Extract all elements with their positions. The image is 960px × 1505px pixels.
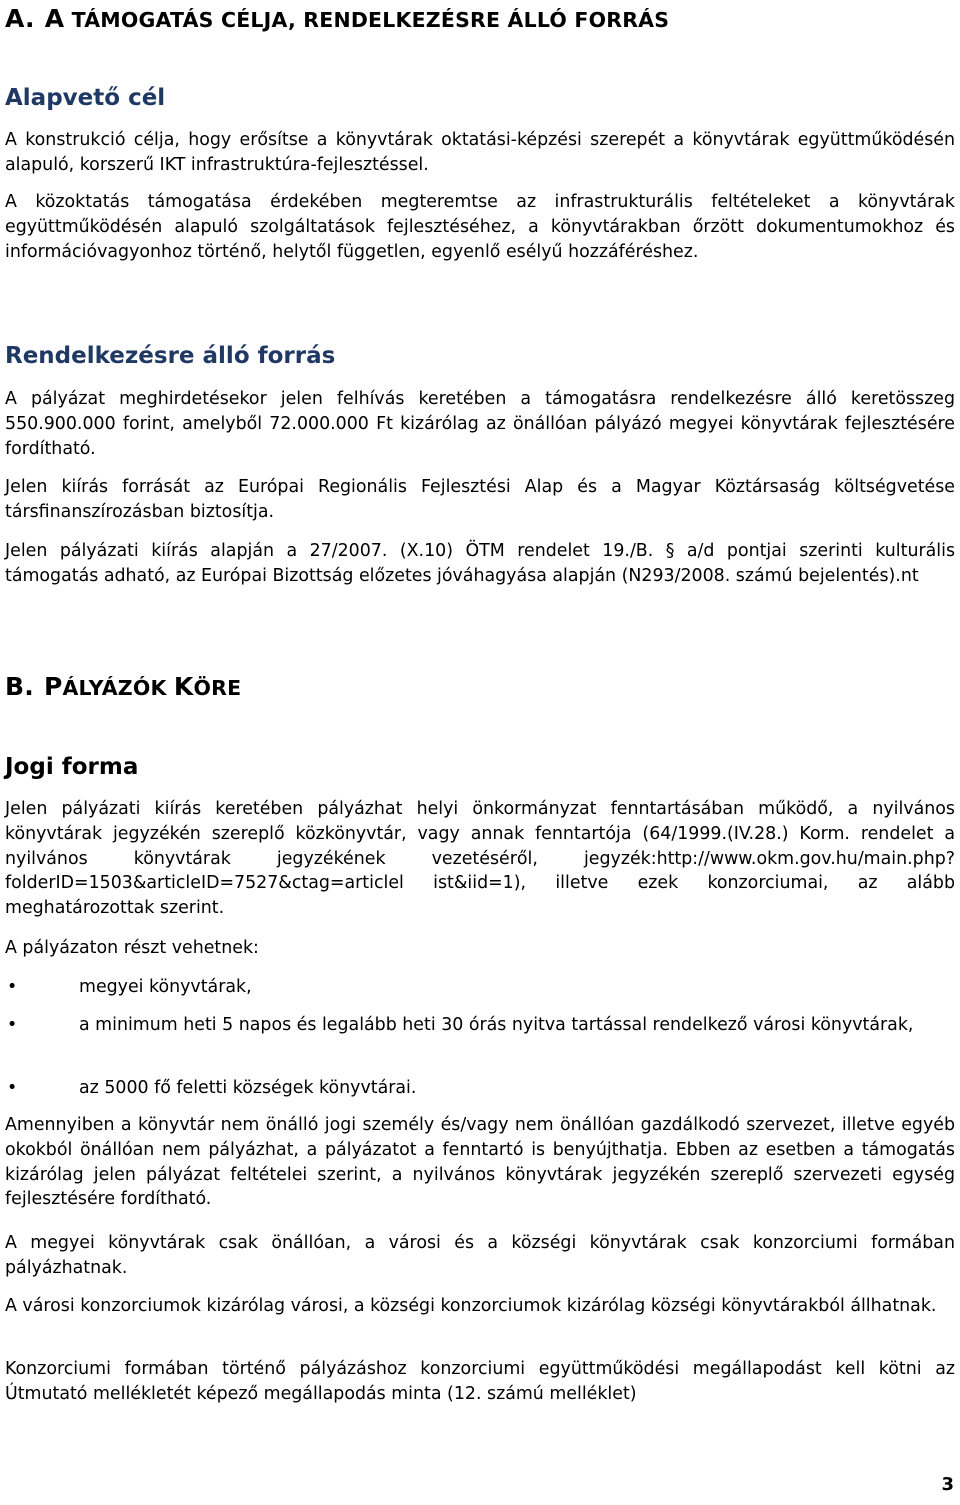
section-b-title: B. PÁLYÁZÓK KÖRE: [5, 672, 242, 701]
section-a-letter: A.: [5, 4, 35, 33]
list-item: • az 5000 fő feletti községek könyvtárai.: [5, 1076, 955, 1101]
heading-rendelkezesre-allo-forras: Rendelkezésre álló forrás: [5, 343, 336, 369]
section-b-letter: B.: [5, 672, 34, 701]
bullet-icon: •: [7, 1078, 18, 1098]
heading-jogi-forma: Jogi forma: [5, 754, 139, 780]
paragraph-konstrukcio-celja: A konstrukció célja, hogy erősítse a könyvtárak oktatási-képzési szerepét a könyvtárak együttműködésén alapuló, korszerű IKT infrastruktúra-fejlesztéssel.: [5, 130, 955, 175]
section-a-title-initial: A: [44, 4, 65, 33]
paragraph-jelen-palyazati-kiiras: Jelen pályázati kiírás keretében pályázhat helyi önkormányzat fenntartásában működő, a nyilvános könyvtárak jegyzékén szereplő közkönyvtár, vagy annak fenntartója (64/1999.(IV.28.) Korm. rendelet a nyilvános könyvtárak jegyzékének vezetéséről, jegyzék:http://www.okm.gov.hu/main.php?folderID=1503&articleID=7527&ctag=articlel ist&iid=1), illetve ezek konzorciumai, az alább meghatározottak szerint.: [5, 799, 955, 919]
list-item: • a minimum heti 5 napos és legalább heti 30 órás nyitva tartással rendelkező városi könyvtárak,: [5, 1013, 955, 1038]
paragraph-keretosszeg: A pályázat meghirdetésekor jelen felhívás keretében a támogatásra rendelkezésre álló keretösszeg 550.900.000 forint, amelyből 72.000.000 Ft kizárólag az önállóan pályázó megyei könyvtárak fejlesztésére fordítható.: [5, 389, 955, 459]
heading-alapveto-cel: Alapvető cél: [5, 85, 166, 111]
paragraph-kozoktatas: A közoktatás támogatása érdekében megteremtse az infrastrukturális feltételeket a könyvtárak együttműködésén alapuló szolgáltatások fejlesztéséhez, a könyvtárakban őrzött dokumentumokhoz és információvagyonhoz történő, helytől független, egyenlő esélyű hozzáféréshez.: [5, 192, 955, 262]
section-a-title: [5, 4, 669, 33]
section-a-title-text: TÁMOGATÁS CÉLJA, RENDELKEZÉSRE ÁLLÓ FORRÁS: [71, 8, 670, 32]
paragraph-konzorciumi-formaban: Konzorciumi formában történő pályázáshoz konzorciumi együttműködési megállapodást kell kötni az Útmutató mellékletét képező megállapodás minta (12. számú melléklet): [5, 1359, 955, 1404]
list-item: • megyei könyvtárak,: [5, 975, 955, 1000]
bullet-icon: •: [7, 977, 18, 997]
paragraph-kulturalis-tamogatas: Jelen pályázati kiírás alapján a 27/2007. (X.10) ÖTM rendelet 19./B. § a/d pontjai szerinti kulturális támogatás adható, az Európai Bizottság előzetes jóváhagyása alapján (N293/2008. számú bejelentés).nt: [5, 541, 955, 586]
paragraph-reszt-vehetnek: A pályázaton részt vehetnek:: [5, 938, 259, 958]
bullet-icon: •: [7, 1015, 18, 1035]
paragraph-amennyiben: Amennyiben a könyvtár nem önálló jogi személy és/vagy nem önállóan gazdálkodó szervezet, illetve egyéb okokból önállóan nem pályázhat, a pályázatot a fenntartó is benyújthatja. Ebben az esetben a támogatás kizárólag jelen pályázat feltételei szerint, a nyilvános könyvtárak jegyzékén szereplő szervezeti egység fejlesztésére fordítható.: [5, 1115, 955, 1210]
paragraph-megyei-konyvtarak: A megyei könyvtárak csak önállóan, a városi és a községi könyvtárak csak konzorciumi formában pályázhatnak.: [5, 1233, 955, 1278]
paragraph-forras-biztositja: Jelen kiírás forrását az Európai Regionális Fejlesztési Alap és a Magyar Köztársaság költségvetése társfinanszírozásban biztosítja.: [5, 477, 955, 522]
page-number: 3: [941, 1474, 954, 1495]
paragraph-varosi-konzorciumok: A városi konzorciumok kizárólag városi, a községi konzorciumok kizárólag községi könyvtárakból állhatnak.: [5, 1296, 937, 1316]
